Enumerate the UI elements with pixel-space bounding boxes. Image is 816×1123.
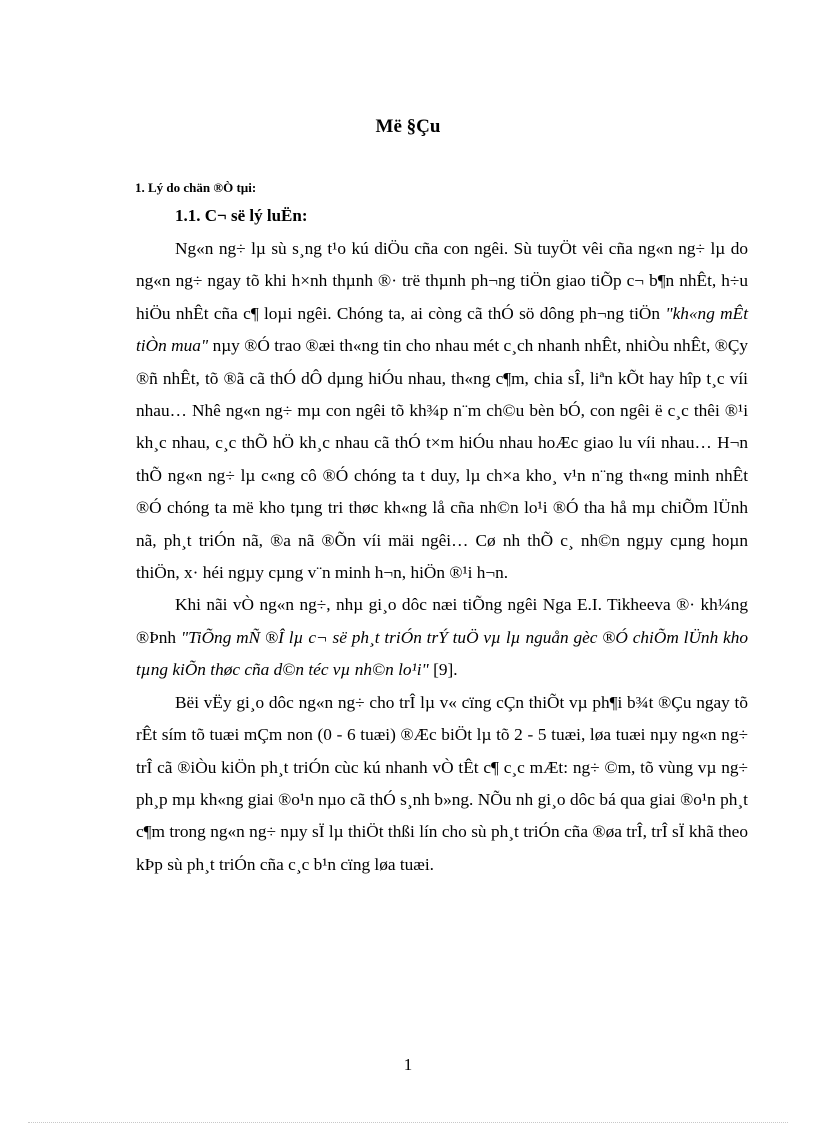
paragraph: [136, 233, 748, 589]
body-text: [136, 233, 748, 881]
page-number: 1: [403, 1055, 413, 1074]
text-run: Ng«n ng÷ lµ sù s¸ng t¹o kú diÖu cña con ngêi. Sù tuyÖt vêi cña ng«n ng÷ lµ do ng«n ng÷ ngay tõ khi h×nh thµnh ®· trë thµnh ph¬ng tiÖn giao tiÕp c¬ b¶n nhÊt, h÷u hiÖu nhÊt cña c¶ loµi ngêi. Chóng ta, ai còng cã thÓ sö dông ph¬ng tiÖn: [136, 239, 748, 323]
paragraph: [136, 589, 748, 686]
paragraph: [136, 687, 748, 881]
subsection-heading: 1.1. C¬ së lý luËn:: [175, 206, 308, 225]
quoted-phrase: "kh«ng mÊt tiÒn mua": [136, 303, 748, 356]
text-run: nµy ®Ó trao ®æi th«ng tin cho nhau mét c¸ch nhanh nhÊt, nhiÒu nhÊt, ®Çy ®ñ nhÊt, tõ ®ã cã thÓ dÔ dµng hiÓu nhau, th«ng c¶m, chia sÎ, liªn kÕt hay hîp t¸c víi nhau… Nhê ng«n ng÷ mµ con ngêi tõ kh¾p n¨m ch©u bèn bÓ, con ngêi ë c¸c thêi ®¹i kh¸c nhau, c¸c thÕ hÖ kh¸c nhau cã thÓ t×m hiÓu nhau hoÆc giao lu víi nhau… H¬n thÕ ng«n ng÷ lµ c«ng cô ®Ó chóng ta t duy, lµ ch×a kho¸ v¹n n¨ng th«ng minh nhÊt ®Ó chóng ta më kho tµng tri thøc kh«ng lå cña nh©n lo¹i ®Ó tha hå mµ chiÕm lÜnh nã, ph¸t triÓn nã, ®a nã ®Õn víi mäi ngêi… Cø nh thÕ c¸ nh©n ngµy cµng hoµn thiÖn, x· héi ngµy cµng v¨n minh h¬n, hiÖn ®¹i h¬n.: [136, 336, 748, 583]
document-title: Më §Çu: [375, 116, 441, 137]
section-heading: 1. Lý do chän ®Ò tµi:: [135, 180, 257, 195]
text-run: Khi nãi vÒ ng«n ng÷, nhµ gi¸o dôc næi tiÕng ngêi Nga E.I. Tikheeva ®· kh¼ng ®Þnh: [136, 595, 748, 647]
quotation: "TiÕng mÑ ®Î lµ c¬ së ph¸t triÓn trÝ tuÖ vµ lµ nguån gèc ®Ó chiÕm lÜnh kho tµng kiÕn thøc cña d©n téc vµ nh©n lo¹i": [136, 627, 748, 680]
citation: [9].: [428, 660, 458, 680]
text-run: Bëi vËy gi¸o dôc ng«n ng÷ cho trÎ lµ v« cïng cÇn thiÕt vµ ph¶i b¾t ®Çu ngay tõ rÊt sím tõ tuæi mÇm non (0 - 6 tuæi) ®Æc biÖt lµ tõ 2 - 5 tuæi, løa tuæi nµy ng«n ng÷ trÎ cã ®iÒu kiÖn ph¸t triÓn cùc kú nhanh vÒ tÊt c¶ c¸c mÆt: ng÷ ©m, tõ vùng vµ ng÷ ph¸p mµ kh«ng giai ®o¹n nµo cã thÓ s¸nh b»ng. NÕu nh gi¸o dôc bá qua giai ®o¹n ph¸t c¶m trong ng«n ng÷ nµy sÏ lµ thiÖt thßi lín cho sù ph¸t triÓn cña ®øa trÎ, trÎ sÏ khã theo kÞp sù ph¸t triÓn cña c¸c b¹n cïng løa tuæi.: [136, 692, 748, 874]
